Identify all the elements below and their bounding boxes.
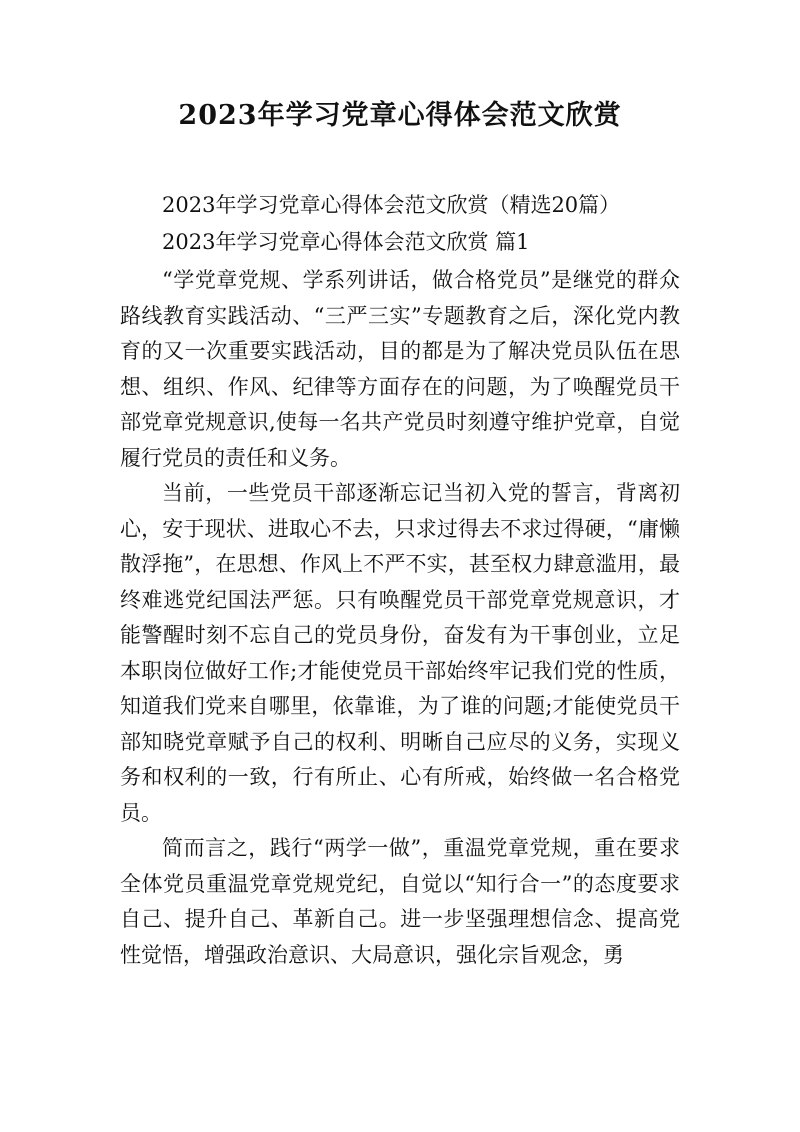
paragraph-3: 简而言之，践行“两学一做”，重温党章党规，重在要求全体党员重温党章党规党纪，自觉以“知行合一”的态度要求自己、提升自己、革新自己。进一步坚强理想信念、提高党性觉悟，增强政治意识、大局意识，强化宗旨观念，勇 <box>120 836 680 967</box>
paragraph-1: “学党章党规、学系列讲话，做合格党员”是继党的群众路线教育实践活动、“三严三实”专题教育之后，深化党内教育的又一次重要实践活动，目的都是为了解决党员队伍在思想、组织、作风、纪律等方面存在的问题，为了唤醒党员干部党章党规意识,使每一名共产党员时刻遵守维护党章，自觉履行党员的责任和义务。 <box>120 268 680 470</box>
paragraph-2: 当前，一些党员干部逐渐忘记当初入党的誓言，背离初心，安于现状、进取心不去，只求过得去不求过得硬，“庸懒散浮拖”，在思想、作风上不严不实，甚至权力肆意滥用，最终难逃党纪国法严惩。只有唤醒党员干部党章党规意识，才能警醒时刻不忘自己的党员身份，奋发有为干事创业，立足本职岗位做好工作;才能使党员干部始终牢记我们党的性质，知道我们党来自哪里，依靠谁，为了谁的问题;才能使党员干部知晓党章赋予自己的权利、明晰自己应尽的义务，实现义务和权利的一致，行有所止、心有所戒，始终做一名合格党员。 <box>120 481 680 825</box>
document-subtitle: 2023年学习党章心得体会范文欣赏（精选20篇） <box>162 193 621 217</box>
body-text <box>120 263 680 973</box>
document-title: 2023年学习党章心得体会范文欣赏 <box>178 100 622 131</box>
section-heading: 2023年学习党章心得体会范文欣赏 篇1 <box>162 230 530 254</box>
